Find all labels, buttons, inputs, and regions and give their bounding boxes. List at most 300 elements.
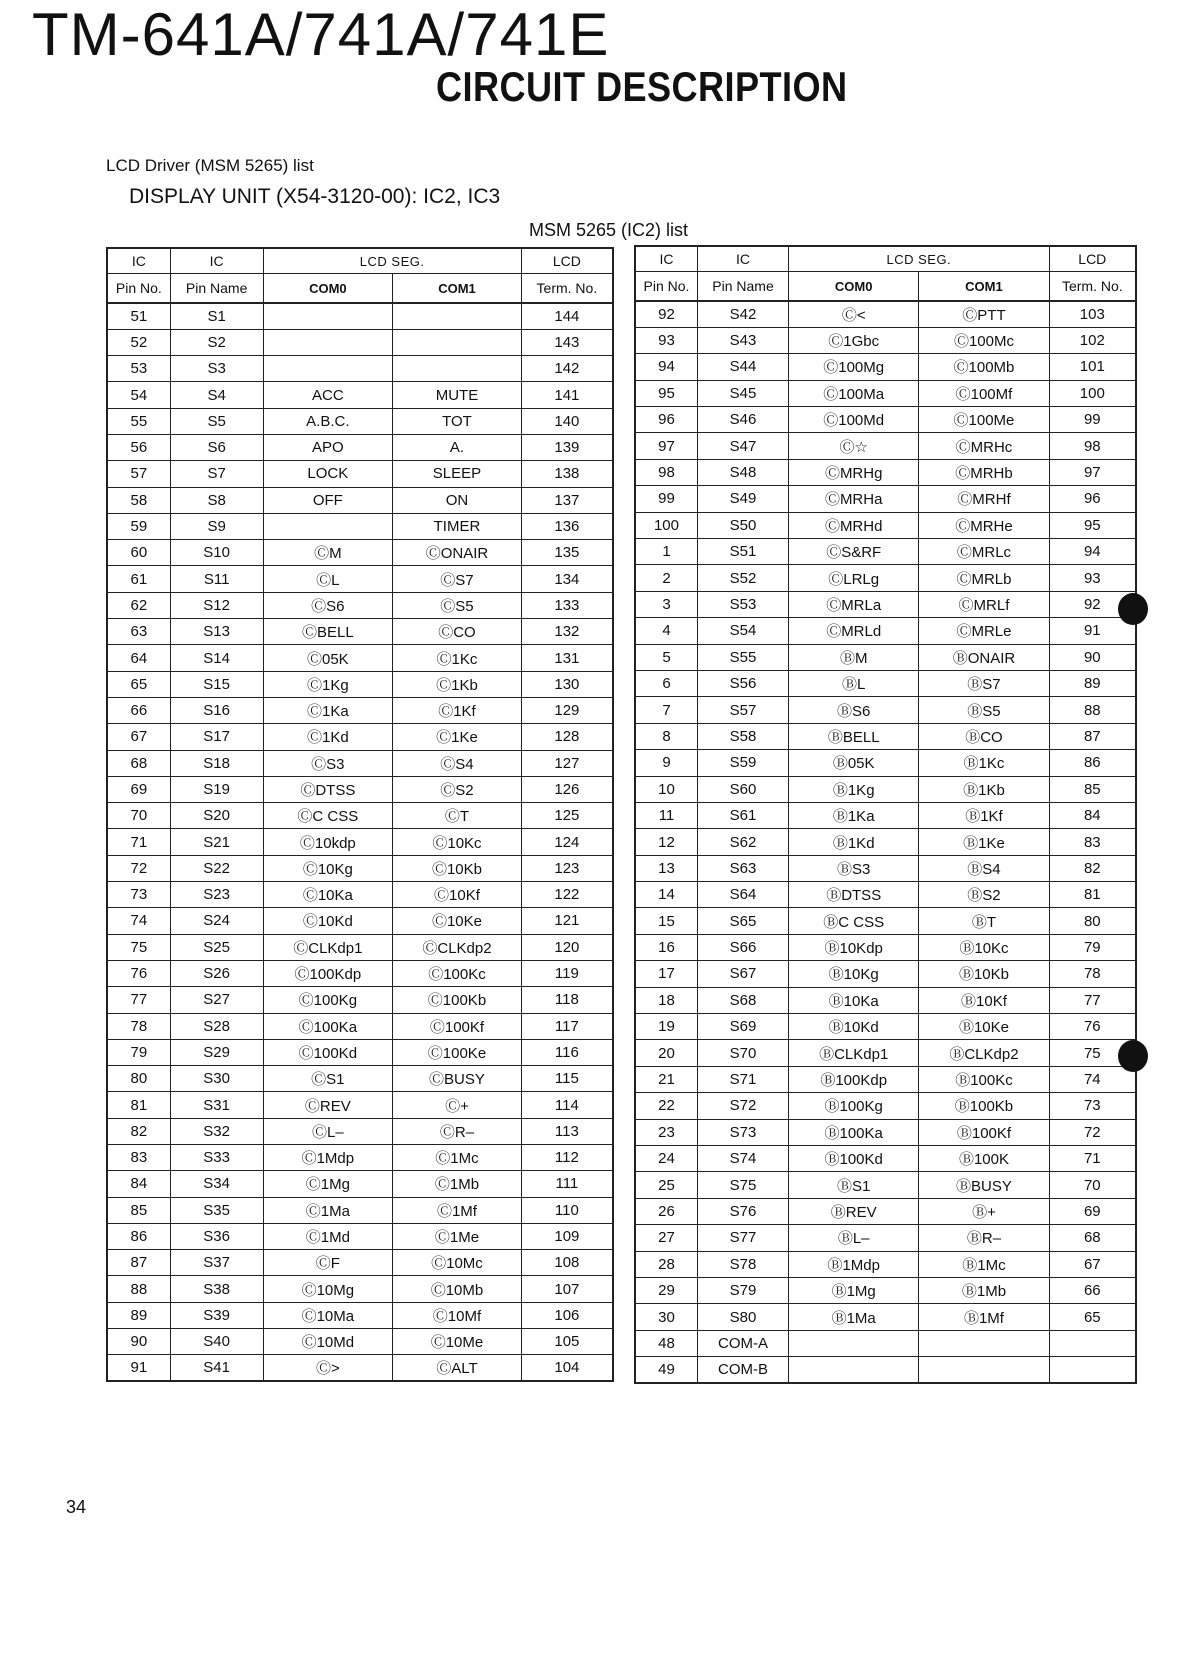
pin-name-cell: S16 bbox=[170, 697, 263, 723]
pin-name-cell: S79 bbox=[697, 1277, 788, 1303]
table-row bbox=[635, 961, 1136, 987]
pin-name-cell: S70 bbox=[697, 1040, 788, 1066]
term-no-cell: 95 bbox=[1049, 512, 1136, 538]
table-row bbox=[635, 670, 1136, 696]
com0-cell: ⒸS3 bbox=[263, 750, 393, 776]
pin-name-cell: S64 bbox=[697, 882, 788, 908]
com0-cell: ⒷC CSS bbox=[789, 908, 919, 934]
term-no-cell: 105 bbox=[521, 1329, 613, 1355]
term-no-cell: 99 bbox=[1049, 407, 1136, 433]
pin-name-cell: S28 bbox=[170, 1013, 263, 1039]
pin-name-cell: S50 bbox=[697, 512, 788, 538]
term-no-cell: 92 bbox=[1049, 591, 1136, 617]
term-no-cell: 69 bbox=[1049, 1198, 1136, 1224]
pin-name-cell: S65 bbox=[697, 908, 788, 934]
term-no-cell: 143 bbox=[521, 329, 613, 355]
pin-no-cell: 25 bbox=[635, 1172, 697, 1198]
table-row bbox=[107, 671, 613, 697]
table-row bbox=[107, 803, 613, 829]
table-row bbox=[635, 407, 1136, 433]
pin-no-cell: 84 bbox=[107, 1171, 170, 1197]
pin-name-cell: S49 bbox=[697, 486, 788, 512]
pin-name-cell: COM-A bbox=[697, 1330, 788, 1356]
pin-no-cell: 96 bbox=[635, 407, 697, 433]
pin-no-cell: 89 bbox=[107, 1302, 170, 1328]
pin-no-cell: 6 bbox=[635, 670, 697, 696]
term-no-cell: 97 bbox=[1049, 459, 1136, 485]
pin-name-cell: S39 bbox=[170, 1302, 263, 1328]
com1-cell: ⒸMRLc bbox=[919, 539, 1049, 565]
term-no-cell: 131 bbox=[521, 645, 613, 671]
term-no-cell: 80 bbox=[1049, 908, 1136, 934]
header-term-no: Term. No. bbox=[1049, 272, 1136, 302]
com1-cell: Ⓑ100K bbox=[919, 1146, 1049, 1172]
com1-cell: ⒸT bbox=[393, 803, 522, 829]
com1-cell: SLEEP bbox=[393, 461, 522, 487]
com0-cell: Ⓑ100Ka bbox=[789, 1119, 919, 1145]
pin-no-cell: 73 bbox=[107, 882, 170, 908]
table-row bbox=[635, 1198, 1136, 1224]
pin-name-cell: S78 bbox=[697, 1251, 788, 1277]
pin-no-cell: 56 bbox=[107, 434, 170, 460]
com1-cell: ⒸONAIR bbox=[393, 540, 522, 566]
pin-no-cell: 90 bbox=[107, 1329, 170, 1355]
pin-no-cell: 67 bbox=[107, 724, 170, 750]
unit-label: DISPLAY UNIT (X54-3120-00): IC2, IC3 bbox=[129, 185, 501, 208]
com0-cell: ⒷREV bbox=[789, 1198, 919, 1224]
term-no-cell: 142 bbox=[521, 356, 613, 382]
com0-cell: Ⓒ100Kg bbox=[263, 987, 393, 1013]
pin-no-cell: 97 bbox=[635, 433, 697, 459]
pin-no-cell: 7 bbox=[635, 697, 697, 723]
header-pin-no: Pin No. bbox=[107, 274, 170, 304]
table-row bbox=[107, 1302, 613, 1328]
pin-no-cell: 81 bbox=[107, 1092, 170, 1118]
com1-cell: Ⓒ10Kc bbox=[393, 829, 522, 855]
table-row bbox=[107, 592, 613, 618]
pin-no-cell: 10 bbox=[635, 776, 697, 802]
com1-cell: Ⓑ10Kb bbox=[919, 961, 1049, 987]
table-row bbox=[107, 960, 613, 986]
pin-name-cell: S74 bbox=[697, 1146, 788, 1172]
com1-cell: ⒸPTT bbox=[919, 301, 1049, 327]
com0-cell: ⒸS1 bbox=[263, 1066, 393, 1092]
table-row bbox=[635, 327, 1136, 353]
term-no-cell: 119 bbox=[521, 960, 613, 986]
pin-name-cell: S42 bbox=[697, 301, 788, 327]
term-no-cell: 106 bbox=[521, 1302, 613, 1328]
com1-cell: ⒸMRHc bbox=[919, 433, 1049, 459]
com1-cell: Ⓑ1Kc bbox=[919, 750, 1049, 776]
pin-name-cell: S11 bbox=[170, 566, 263, 592]
table-row bbox=[107, 382, 613, 408]
pin-no-cell: 79 bbox=[107, 1039, 170, 1065]
com0-cell: Ⓒ< bbox=[789, 301, 919, 327]
com1-cell: Ⓒ100Mb bbox=[919, 354, 1049, 380]
pin-name-cell: S63 bbox=[697, 855, 788, 881]
pin-name-cell: S41 bbox=[170, 1355, 263, 1381]
table-row bbox=[107, 987, 613, 1013]
table-row bbox=[107, 1250, 613, 1276]
com0-cell: ⒸDTSS bbox=[263, 776, 393, 802]
pin-no-cell: 98 bbox=[635, 459, 697, 485]
term-no-cell: 109 bbox=[521, 1223, 613, 1249]
com0-cell: ⒷM bbox=[789, 644, 919, 670]
pin-no-cell: 74 bbox=[107, 908, 170, 934]
com0-cell: Ⓑ1Kd bbox=[789, 829, 919, 855]
com0-cell: ⒸMRHa bbox=[789, 486, 919, 512]
pin-table-right bbox=[634, 245, 1137, 1384]
com0-cell: Ⓒ100Ka bbox=[263, 1013, 393, 1039]
term-no-cell: 112 bbox=[521, 1145, 613, 1171]
com1-cell: Ⓑ1Mf bbox=[919, 1304, 1049, 1330]
pin-no-cell: 94 bbox=[635, 354, 697, 380]
table-row bbox=[635, 618, 1136, 644]
header-term-no: Term. No. bbox=[521, 274, 613, 304]
table-row bbox=[107, 697, 613, 723]
com1-cell: A. bbox=[393, 434, 522, 460]
com0-cell: Ⓒ100Kdp bbox=[263, 960, 393, 986]
binder-hole-mark bbox=[1118, 1040, 1148, 1072]
pin-no-cell: 86 bbox=[107, 1223, 170, 1249]
term-no-cell: 71 bbox=[1049, 1146, 1136, 1172]
term-no-cell: 84 bbox=[1049, 802, 1136, 828]
com1-cell: ON bbox=[393, 487, 522, 513]
pin-no-cell: 24 bbox=[635, 1146, 697, 1172]
com1-cell: MUTE bbox=[393, 382, 522, 408]
com1-cell: ⒸBUSY bbox=[393, 1066, 522, 1092]
com0-cell: ⒸMRLa bbox=[789, 591, 919, 617]
pin-name-cell: S31 bbox=[170, 1092, 263, 1118]
term-no-cell: 118 bbox=[521, 987, 613, 1013]
pin-no-cell: 78 bbox=[107, 1013, 170, 1039]
term-no-cell: 81 bbox=[1049, 882, 1136, 908]
com1-cell: Ⓒ1Mc bbox=[393, 1145, 522, 1171]
pin-table-right-body bbox=[635, 301, 1136, 1383]
pin-no-cell: 53 bbox=[107, 356, 170, 382]
term-no-cell: 111 bbox=[521, 1171, 613, 1197]
term-no-cell: 78 bbox=[1049, 961, 1136, 987]
com1-cell bbox=[919, 1357, 1049, 1383]
term-no-cell: 101 bbox=[1049, 354, 1136, 380]
header-pin-no: Pin No. bbox=[635, 272, 697, 302]
com0-cell: LOCK bbox=[263, 461, 393, 487]
com1-cell: ⒷR– bbox=[919, 1225, 1049, 1251]
com1-cell: Ⓒ10Mb bbox=[393, 1276, 522, 1302]
com0-cell: Ⓒ10Ma bbox=[263, 1302, 393, 1328]
term-no-cell: 124 bbox=[521, 829, 613, 855]
table-row bbox=[635, 1225, 1136, 1251]
table-row bbox=[107, 1223, 613, 1249]
table-row bbox=[635, 1093, 1136, 1119]
com0-cell: ⒸMRHg bbox=[789, 459, 919, 485]
com0-cell: Ⓒ100Md bbox=[789, 407, 919, 433]
pin-no-cell: 58 bbox=[107, 487, 170, 513]
table-row bbox=[635, 1304, 1136, 1330]
table-row bbox=[107, 356, 613, 382]
table-row bbox=[107, 434, 613, 460]
pin-name-cell: S12 bbox=[170, 592, 263, 618]
com1-cell: ⒸS4 bbox=[393, 750, 522, 776]
table-row bbox=[635, 1066, 1136, 1092]
header-lcd-seg: LCD SEG. bbox=[263, 248, 521, 274]
pin-name-cell: S61 bbox=[697, 802, 788, 828]
term-no-cell: 128 bbox=[521, 724, 613, 750]
pin-no-cell: 66 bbox=[107, 697, 170, 723]
com1-cell: ⒷONAIR bbox=[919, 644, 1049, 670]
pin-no-cell: 29 bbox=[635, 1277, 697, 1303]
term-no-cell: 85 bbox=[1049, 776, 1136, 802]
com0-cell: Ⓒ1Ka bbox=[263, 697, 393, 723]
pin-no-cell: 80 bbox=[107, 1066, 170, 1092]
term-no-cell: 65 bbox=[1049, 1304, 1136, 1330]
com0-cell: Ⓒ1Kd bbox=[263, 724, 393, 750]
pin-name-cell: S19 bbox=[170, 776, 263, 802]
table-row bbox=[635, 776, 1136, 802]
pin-name-cell: S59 bbox=[697, 750, 788, 776]
com1-cell bbox=[919, 1330, 1049, 1356]
com0-cell: ⒸBELL bbox=[263, 619, 393, 645]
term-no-cell: 144 bbox=[521, 303, 613, 329]
table-row bbox=[107, 882, 613, 908]
pin-no-cell: 30 bbox=[635, 1304, 697, 1330]
com1-cell: Ⓒ10Mf bbox=[393, 1302, 522, 1328]
term-no-cell: 126 bbox=[521, 776, 613, 802]
pin-no-cell: 70 bbox=[107, 803, 170, 829]
pin-name-cell: S55 bbox=[697, 644, 788, 670]
com1-cell: ⒷCLKdp2 bbox=[919, 1040, 1049, 1066]
pin-name-cell: S25 bbox=[170, 934, 263, 960]
pin-name-cell: S5 bbox=[170, 408, 263, 434]
com0-cell: Ⓑ1Mdp bbox=[789, 1251, 919, 1277]
table-row bbox=[107, 329, 613, 355]
term-no-cell: 76 bbox=[1049, 1014, 1136, 1040]
table-row bbox=[635, 591, 1136, 617]
com0-cell bbox=[263, 303, 393, 329]
com0-cell: Ⓒ1Kg bbox=[263, 671, 393, 697]
table-row bbox=[635, 301, 1136, 327]
term-no-cell: 79 bbox=[1049, 934, 1136, 960]
com0-cell: Ⓒ100Kd bbox=[263, 1039, 393, 1065]
com1-cell: Ⓒ1Me bbox=[393, 1223, 522, 1249]
com0-cell bbox=[263, 513, 393, 539]
pin-no-cell: 14 bbox=[635, 882, 697, 908]
table-row bbox=[635, 723, 1136, 749]
term-no-cell: 68 bbox=[1049, 1225, 1136, 1251]
com0-cell: Ⓒ☆ bbox=[789, 433, 919, 459]
com1-cell: ⒸCO bbox=[393, 619, 522, 645]
term-no-cell: 139 bbox=[521, 434, 613, 460]
term-no-cell: 107 bbox=[521, 1276, 613, 1302]
com0-cell: Ⓑ1Mg bbox=[789, 1277, 919, 1303]
table-row bbox=[107, 1197, 613, 1223]
com1-cell: Ⓑ1Ke bbox=[919, 829, 1049, 855]
term-no-cell: 91 bbox=[1049, 618, 1136, 644]
pin-no-cell: 93 bbox=[635, 327, 697, 353]
com0-cell: Ⓒ100Ma bbox=[789, 380, 919, 406]
pin-no-cell: 100 bbox=[635, 512, 697, 538]
header-lcd-seg: LCD SEG. bbox=[789, 246, 1050, 272]
pin-no-cell: 16 bbox=[635, 934, 697, 960]
table-row bbox=[107, 1013, 613, 1039]
term-no-cell: 140 bbox=[521, 408, 613, 434]
pin-no-cell: 95 bbox=[635, 380, 697, 406]
pin-no-cell: 64 bbox=[107, 645, 170, 671]
com0-cell: ⒸL bbox=[263, 566, 393, 592]
table-row bbox=[635, 697, 1136, 723]
term-no-cell: 103 bbox=[1049, 301, 1136, 327]
pin-no-cell: 60 bbox=[107, 540, 170, 566]
com0-cell: Ⓑ100Kg bbox=[789, 1093, 919, 1119]
pin-name-cell: S68 bbox=[697, 987, 788, 1013]
table-row bbox=[107, 487, 613, 513]
term-no-cell: 135 bbox=[521, 540, 613, 566]
term-no-cell: 67 bbox=[1049, 1251, 1136, 1277]
com1-cell: ⒷS4 bbox=[919, 855, 1049, 881]
term-no-cell: 132 bbox=[521, 619, 613, 645]
com0-cell bbox=[263, 356, 393, 382]
com1-cell: Ⓑ1Kf bbox=[919, 802, 1049, 828]
pin-name-cell: S3 bbox=[170, 356, 263, 382]
pin-no-cell: 17 bbox=[635, 961, 697, 987]
pin-no-cell: 87 bbox=[107, 1250, 170, 1276]
table-row bbox=[635, 1014, 1136, 1040]
com0-cell: APO bbox=[263, 434, 393, 460]
term-no-cell: 116 bbox=[521, 1039, 613, 1065]
pin-name-cell: S34 bbox=[170, 1171, 263, 1197]
pin-no-cell: 99 bbox=[635, 486, 697, 512]
term-no-cell: 104 bbox=[521, 1355, 613, 1381]
pin-no-cell: 63 bbox=[107, 619, 170, 645]
table-row bbox=[107, 1039, 613, 1065]
table-row bbox=[107, 934, 613, 960]
com0-cell: Ⓑ1Ma bbox=[789, 1304, 919, 1330]
pin-name-cell: S80 bbox=[697, 1304, 788, 1330]
pin-table-left-body bbox=[107, 303, 613, 1381]
term-no-cell: 98 bbox=[1049, 433, 1136, 459]
com0-cell: ⒸM bbox=[263, 540, 393, 566]
pin-name-cell: S15 bbox=[170, 671, 263, 697]
table-row bbox=[635, 1040, 1136, 1066]
pin-name-cell: S52 bbox=[697, 565, 788, 591]
com1-cell: ⒸMRHb bbox=[919, 459, 1049, 485]
table-row bbox=[107, 1355, 613, 1381]
com1-cell: Ⓑ10Kf bbox=[919, 987, 1049, 1013]
table-row bbox=[635, 380, 1136, 406]
term-no-cell bbox=[1049, 1357, 1136, 1383]
com0-cell: Ⓒ> bbox=[263, 1355, 393, 1381]
header-ic: IC bbox=[697, 246, 788, 272]
com0-cell: Ⓒ10kdp bbox=[263, 829, 393, 855]
pin-name-cell: S2 bbox=[170, 329, 263, 355]
pin-name-cell: S67 bbox=[697, 961, 788, 987]
pin-name-cell: S76 bbox=[697, 1198, 788, 1224]
table-row bbox=[635, 459, 1136, 485]
table-row bbox=[635, 855, 1136, 881]
com0-cell: Ⓒ1Md bbox=[263, 1223, 393, 1249]
table-row bbox=[107, 566, 613, 592]
pin-name-cell: S73 bbox=[697, 1119, 788, 1145]
com0-cell: Ⓒ10Kg bbox=[263, 855, 393, 881]
pin-name-cell: S1 bbox=[170, 303, 263, 329]
term-no-cell: 121 bbox=[521, 908, 613, 934]
table-row bbox=[635, 512, 1136, 538]
com0-cell: A.B.C. bbox=[263, 408, 393, 434]
com0-cell: OFF bbox=[263, 487, 393, 513]
pin-name-cell: S29 bbox=[170, 1039, 263, 1065]
table-row bbox=[635, 565, 1136, 591]
pin-name-cell: S75 bbox=[697, 1172, 788, 1198]
com1-cell: Ⓑ10Kc bbox=[919, 934, 1049, 960]
term-no-cell: 110 bbox=[521, 1197, 613, 1223]
pin-name-cell: S40 bbox=[170, 1329, 263, 1355]
com1-cell: Ⓒ+ bbox=[393, 1092, 522, 1118]
table-row bbox=[107, 1329, 613, 1355]
pin-no-cell: 68 bbox=[107, 750, 170, 776]
com1-cell: Ⓒ10Ke bbox=[393, 908, 522, 934]
com0-cell: Ⓑ100Kdp bbox=[789, 1066, 919, 1092]
header-com0: COM0 bbox=[263, 274, 393, 304]
model-title: TM-641A/741A/741E bbox=[32, 1, 610, 68]
com1-cell: ⒸS2 bbox=[393, 776, 522, 802]
pin-name-cell: S45 bbox=[697, 380, 788, 406]
term-no-cell: 83 bbox=[1049, 829, 1136, 855]
term-no-cell: 82 bbox=[1049, 855, 1136, 881]
pin-name-cell: S54 bbox=[697, 618, 788, 644]
pin-no-cell: 18 bbox=[635, 987, 697, 1013]
com1-cell: ⒸMRLb bbox=[919, 565, 1049, 591]
com1-cell: Ⓒ1Ke bbox=[393, 724, 522, 750]
com0-cell: ⒸS6 bbox=[263, 592, 393, 618]
term-no-cell: 108 bbox=[521, 1250, 613, 1276]
pin-no-cell: 69 bbox=[107, 776, 170, 802]
com0-cell: Ⓑ10Kg bbox=[789, 961, 919, 987]
com0-cell: ⒷS6 bbox=[789, 697, 919, 723]
pin-no-cell: 3 bbox=[635, 591, 697, 617]
com1-cell: ⒸR– bbox=[393, 1118, 522, 1144]
com0-cell: ⒸREV bbox=[263, 1092, 393, 1118]
com0-cell: ⒷBELL bbox=[789, 723, 919, 749]
table-row bbox=[107, 1145, 613, 1171]
pin-name-cell: S56 bbox=[697, 670, 788, 696]
com0-cell: ⒸMRHd bbox=[789, 512, 919, 538]
table-row bbox=[107, 540, 613, 566]
com1-cell: Ⓒ10Mc bbox=[393, 1250, 522, 1276]
pin-no-cell: 28 bbox=[635, 1251, 697, 1277]
com0-cell bbox=[789, 1357, 919, 1383]
com0-cell: ⒸLRLg bbox=[789, 565, 919, 591]
com0-cell: ⒸMRLd bbox=[789, 618, 919, 644]
pin-no-cell: 76 bbox=[107, 960, 170, 986]
table-row bbox=[107, 776, 613, 802]
com1-cell: Ⓑ100Kc bbox=[919, 1066, 1049, 1092]
term-no-cell: 120 bbox=[521, 934, 613, 960]
pin-name-cell: S35 bbox=[170, 1197, 263, 1223]
table-row bbox=[635, 1357, 1136, 1383]
term-no-cell: 100 bbox=[1049, 380, 1136, 406]
com1-cell: ⒸMRHf bbox=[919, 486, 1049, 512]
header-ic: IC bbox=[635, 246, 697, 272]
com1-cell: Ⓑ+ bbox=[919, 1198, 1049, 1224]
table-row bbox=[635, 644, 1136, 670]
com0-cell bbox=[263, 329, 393, 355]
pin-no-cell: 9 bbox=[635, 750, 697, 776]
com1-cell: Ⓒ100Kc bbox=[393, 960, 522, 986]
table-row bbox=[107, 908, 613, 934]
com1-cell: ⒸCLKdp2 bbox=[393, 934, 522, 960]
term-no-cell: 93 bbox=[1049, 565, 1136, 591]
table-row bbox=[635, 908, 1136, 934]
